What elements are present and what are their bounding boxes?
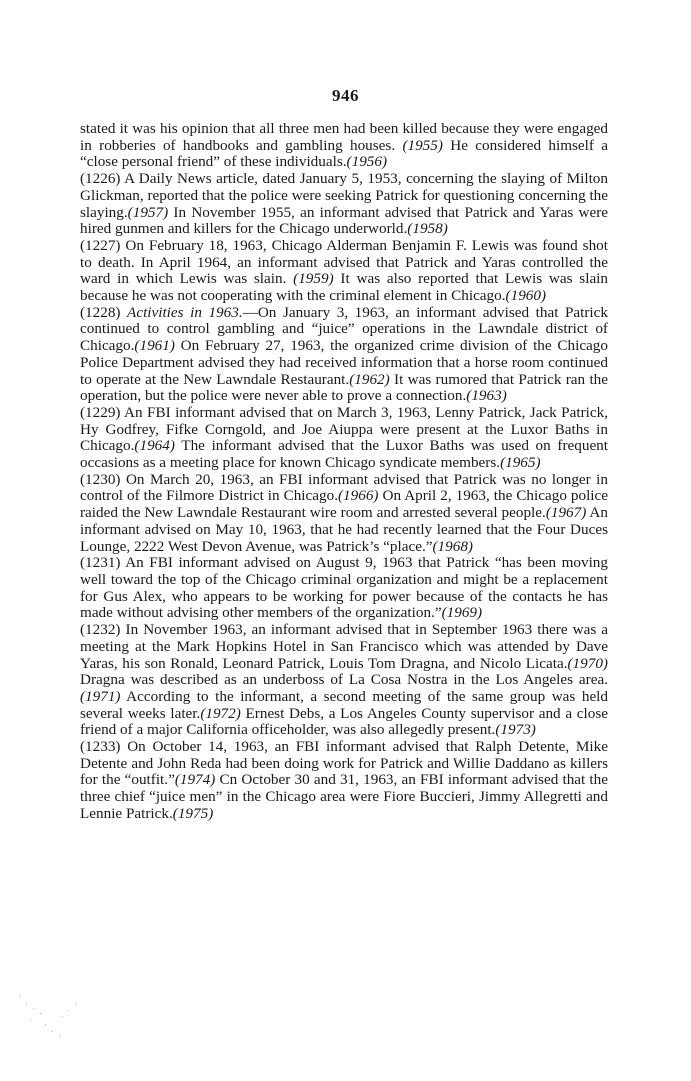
paragraph <box>80 555 608 622</box>
reference-marker: (1955) <box>402 136 443 154</box>
paragraph <box>80 171 608 238</box>
reference-marker: (1960) <box>505 287 547 305</box>
paragraph <box>80 472 608 556</box>
paragraph-text: —On January 3, 1963, an informant advised that Patrick continued to control gambling and “juice” operations in the Lawndale district of Chicago. <box>80 303 608 355</box>
paragraph-text: An informant advised on May 10, 1963, that he had recently learned that the Four Duces Lounge, 2222 West Devon Avenue, was Patrick’s “place.” <box>80 504 608 555</box>
paragraph-text: (1231) An FBI informant advised on August 9, 1963 that Patrick “has been moving well toward the top of the Chicago criminal organization and might be a replacement for Gus Alex, who appears to be working for power because of the contacts he has made without advising other members of the organization.” <box>80 554 608 622</box>
reference-marker: (1956) <box>346 153 388 171</box>
paragraph-text: He considered himself a “close personal friend” of these individuals. <box>80 136 608 171</box>
paragraph <box>80 739 608 823</box>
paragraph-text: It was rumored that Patrick ran the operation, but the police were never able to prove a connection. <box>80 370 608 405</box>
paragraph <box>80 405 608 472</box>
paragraph-text: (1226) A Daily News article, dated January 5, 1953, concerning the slaying of Milton Glickman, reported that the police were seeking Patrick for questioning concerning the slaying. <box>80 170 609 221</box>
reference-marker: (1970) <box>567 654 608 672</box>
reference-marker: (1974) <box>174 771 216 789</box>
reference-marker: (1959) <box>293 270 334 288</box>
reference-marker: (1972) <box>200 704 241 722</box>
paragraph-text: Ernest Debs, a Los Angeles County supervisor and a close friend of a major California officeholder, was also allegedly present. <box>80 704 608 739</box>
reference-marker: (1957) <box>127 203 169 221</box>
reference-marker: (1963) <box>466 387 507 405</box>
paragraph <box>80 305 608 405</box>
reference-marker: (1966) <box>338 487 379 505</box>
paragraph-text: In November 1955, an informant advised that Patrick and Yaras were hired gunmen and killers for the Chicago underworld. <box>80 203 608 238</box>
reference-marker: (1971) <box>80 687 121 705</box>
paragraph-text: The informant advised that the Luxor Baths was used on frequent occasions as a meeting place for known Chicago syndicate members. <box>80 437 608 472</box>
paragraph-text: (1233) On October 14, 1963, an FBI informant advised that Ralph Detente, Mike Detente and John Reda had been doing work for Patrick and Willie Daddano as killers for the “outfit.” <box>80 738 608 789</box>
reference-marker: (1958) <box>407 220 448 238</box>
reference-marker: (1968) <box>432 537 473 555</box>
paragraph-text: (1228) <box>80 303 128 321</box>
paragraph-text: stated it was his opinion that all three men had been killed because they were engaged in robberies of handbooks and gambling houses. <box>80 120 608 154</box>
paragraph-text: On February 27, 1963, the organized crime division of the Chicago Police Department advised they had received information that a horse room continued to operate at the New Lawndale Restaurant. <box>80 337 608 388</box>
reference-marker: (1962) <box>349 370 390 388</box>
paragraph-text: Dragna was described as an underboss of La Cosa Nostra in the Los Angeles area. <box>80 671 608 689</box>
reference-marker: (1965) <box>500 454 541 472</box>
paragraph-text: (1229) An FBI informant advised that on March 3, 1963, Lenny Patrick, Jack Patrick, Hy Godfrey, Fifke Corngold, and Joe Aiuppa were present at the Luxor Baths in Chicago. <box>80 403 608 455</box>
reference-marker: (1964) <box>134 437 175 455</box>
reference-marker: (1961) <box>134 337 175 355</box>
paragraph <box>80 121 608 171</box>
reference-marker: (1969) <box>441 604 483 622</box>
reference-marker: (1975) <box>172 804 214 822</box>
paragraph-text: It was also reported that Lewis was slain because he was not cooperating with the criminal element in Chicago. <box>80 270 608 305</box>
paragraph-text: (1227) On February 18, 1963, Chicago Alderman Benjamin F. Lewis was found shot to death. In April 1964, an informant advised that Patrick and Yaras controlled the ward in which Lewis was slain. <box>80 236 608 288</box>
paragraph-text: Cn October 30 and 31, 1963, an FBI informant advised that the three chief “juice men” in the Chicago area were Fiore Buccieri, Jimmy Allegretti and Lennie Patrick. <box>80 771 608 822</box>
paragraph-text: (1232) In November 1963, an informant advised that in September 1963 there was a meeting at the Mark Hopkins Hotel in San Francisco which was attended by Dave Yaras, his son Ronald, Leonard Patrick, Louis Tom Dragna, and Nicolo Licata. <box>80 621 608 672</box>
paragraph <box>80 238 608 305</box>
body-text <box>80 121 608 823</box>
paragraph-text: According to the informant, a second meeting of the same group was held several weeks later. <box>80 687 608 722</box>
reference-marker: (1967) <box>545 504 587 522</box>
paragraph <box>80 622 608 739</box>
page-number: 946 <box>332 86 359 105</box>
reference-marker: Activities in 1963. <box>127 303 243 321</box>
paragraph-text: On April 2, 1963, the Chicago police raided the New Lawndale Restaurant wire room and arrested several people. <box>80 487 609 522</box>
paragraph-text: (1230) On March 20, 1963, an FBI informant advised that Patrick was no longer in control of the Filmore District in Chicago. <box>80 470 608 505</box>
reference-marker: (1973) <box>495 721 536 739</box>
